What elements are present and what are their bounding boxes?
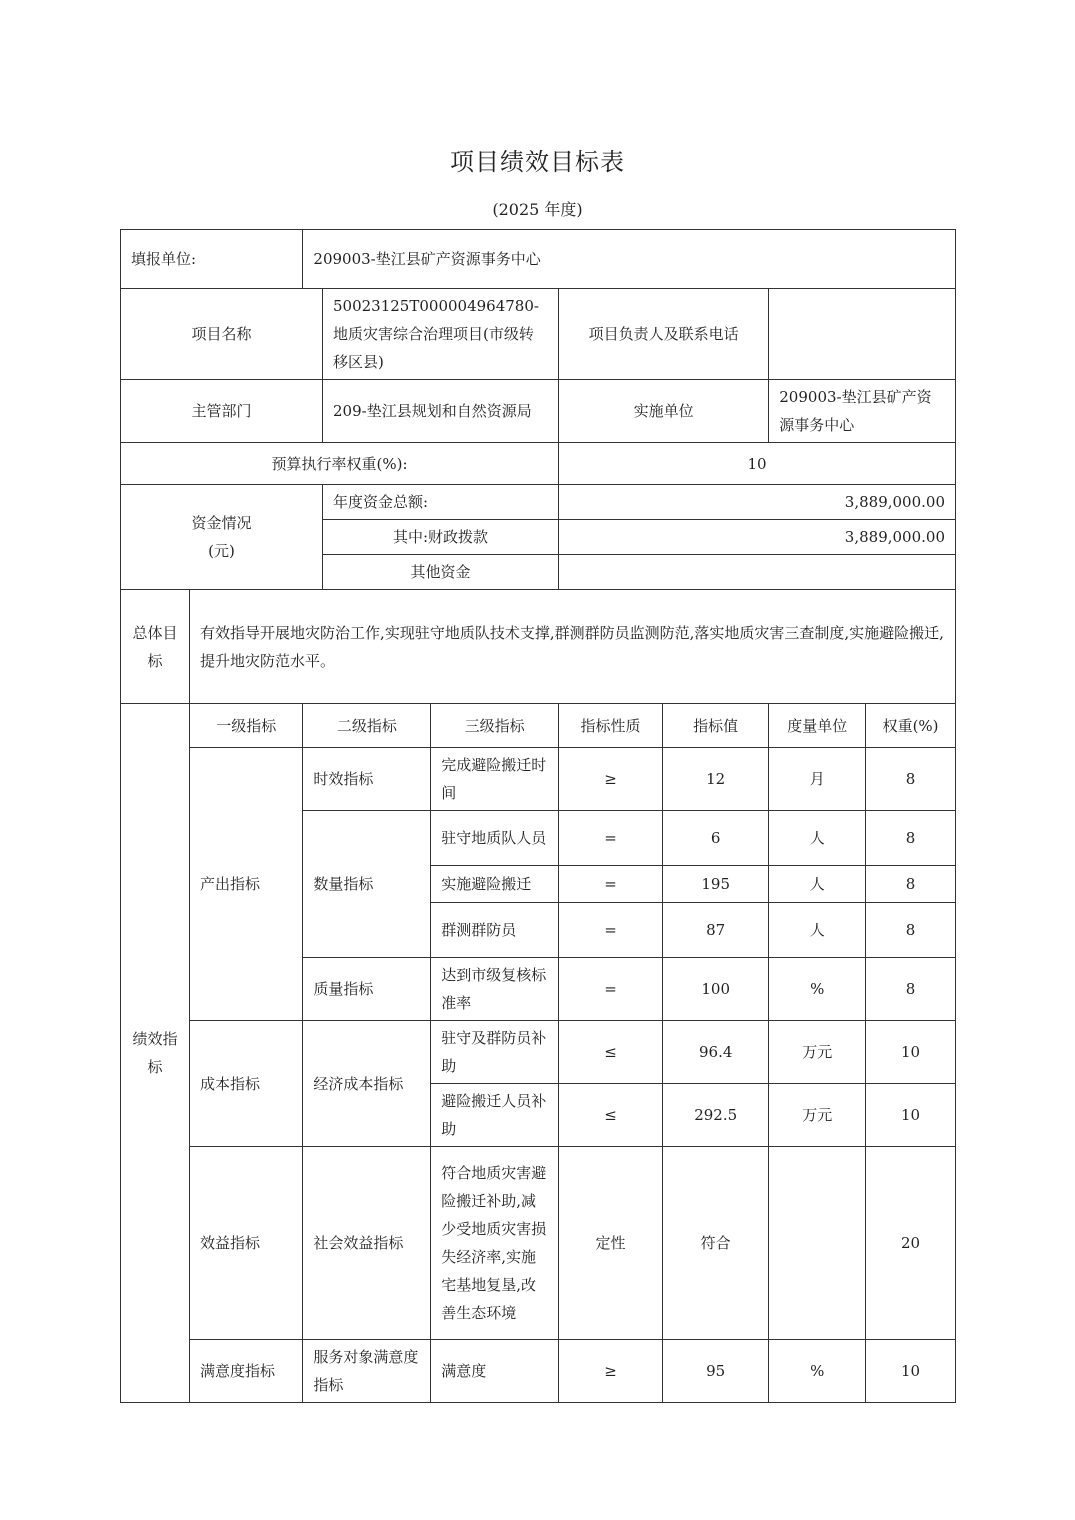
group-cost: 成本指标 [190,1021,303,1147]
header-weight: 权重(%) [866,704,956,748]
page-subtitle: (2025 年度) [492,200,583,219]
performance-table [120,229,956,1403]
impl-label: 实施单位 [559,380,769,443]
indicator-weight: 20 [866,1147,956,1340]
unit-value: 209003-垫江县矿产资源事务中心 [303,230,956,289]
impl-value: 209003-垫江县矿产资源事务中心 [769,380,956,443]
budget-weight-value: 10 [559,443,956,485]
indicator-unit: % [769,958,866,1021]
indicator-unit: 人 [769,903,866,958]
indicator-weight: 10 [866,1021,956,1084]
indicator-value: 195 [663,866,769,903]
header-level3: 三级指标 [431,704,559,748]
header-unit: 度量单位 [769,704,866,748]
indicator-nature: ≤ [559,1084,663,1147]
project-lead-label: 项目负责人及联系电话 [559,289,769,380]
subgroup-quality: 质量指标 [303,958,431,1021]
funds-label-line2: (元) [208,542,235,560]
table-row [121,748,956,811]
indicator-value: 292.5 [663,1084,769,1147]
subgroup-social: 社会效益指标 [303,1147,431,1340]
page-title: 项目绩效目标表 [450,148,625,176]
indicator-unit: 人 [769,866,866,903]
indicator-unit: 人 [769,811,866,866]
project-name-label: 项目名称 [121,289,323,380]
indicator-unit: 月 [769,748,866,811]
indicator-weight: 8 [866,811,956,866]
indicator-value: 100 [663,958,769,1021]
budget-weight-label: 预算执行率权重(%): [121,443,559,485]
funds-fiscal-label: 其中:财政拨款 [323,520,559,555]
indicators-section-label: 绩效指标 [121,704,190,1403]
indicator-nature: ≥ [559,748,663,811]
group-benefit: 效益指标 [190,1147,303,1340]
indicator-nature: ≤ [559,1021,663,1084]
indicator-name: 达到市级复核标准率 [431,958,559,1021]
subgroup-quantity: 数量指标 [303,811,431,958]
header-level2: 二级指标 [303,704,431,748]
goal-label: 总体目标 [121,590,190,704]
indicator-value: 符合 [663,1147,769,1340]
table-row [121,1147,956,1340]
subgroup-service: 服务对象满意度指标 [303,1340,431,1403]
table-row [121,1021,956,1084]
indicator-value: 95 [663,1340,769,1403]
indicator-weight: 8 [866,866,956,903]
group-satisfaction: 满意度指标 [190,1340,303,1403]
table-row [121,1340,956,1403]
indicator-unit: 万元 [769,1084,866,1147]
funds-label-line1: 资金情况 [191,514,252,532]
indicator-unit: % [769,1340,866,1403]
dept-label: 主管部门 [121,380,323,443]
indicator-name: 驻守及群防员补助 [431,1021,559,1084]
dept-value: 209-垫江县规划和自然资源局 [323,380,559,443]
funds-fiscal-value: 3,889,000.00 [559,520,956,555]
subgroup-timeliness: 时效指标 [303,748,431,811]
indicator-weight: 8 [866,748,956,811]
indicator-nature: 定性 [559,1147,663,1340]
indicator-name: 符合地质灾害避险搬迁补助,减少受地质灾害损失经济率,实施宅基地复垦,改善生态环境 [431,1147,559,1340]
indicator-nature: = [559,866,663,903]
indicator-weight: 8 [866,958,956,1021]
indicator-weight: 10 [866,1084,956,1147]
subgroup-econ-cost: 经济成本指标 [303,1021,431,1147]
header-level1: 一级指标 [190,704,303,748]
indicator-nature: = [559,903,663,958]
indicator-name: 避险搬迁人员补助 [431,1084,559,1147]
funds-other-label: 其他资金 [323,555,559,590]
indicator-nature: ≥ [559,1340,663,1403]
project-name-value: 50023125T000004964780-地质灾害综合治理项目(市级转移区县) [323,289,559,380]
funds-label [121,485,323,590]
indicator-name: 驻守地质队人员 [431,811,559,866]
header-nature: 指标性质 [559,704,663,748]
indicator-name: 实施避险搬迁 [431,866,559,903]
funds-total-value: 3,889,000.00 [559,485,956,520]
header-value: 指标值 [663,704,769,748]
project-lead-value [769,289,956,380]
indicator-name: 群测群防员 [431,903,559,958]
funds-total-label: 年度资金总额: [323,485,559,520]
indicator-weight: 8 [866,903,956,958]
indicator-name: 满意度 [431,1340,559,1403]
indicator-value: 87 [663,903,769,958]
goal-text: 有效指导开展地灾防治工作,实现驻守地质队技术支撑,群测群防员监测防范,落实地质灾害三查制度,实施避险搬迁,提升地灾防范水平。 [190,590,956,704]
indicator-unit [769,1147,866,1340]
indicator-nature: = [559,811,663,866]
indicator-value: 96.4 [663,1021,769,1084]
indicator-value: 6 [663,811,769,866]
funds-other-value [559,555,956,590]
indicator-value: 12 [663,748,769,811]
indicator-nature: = [559,958,663,1021]
indicator-name: 完成避险搬迁时间 [431,748,559,811]
unit-label: 填报单位: [121,230,303,289]
group-output: 产出指标 [190,748,303,1021]
indicator-weight: 10 [866,1340,956,1403]
indicator-unit: 万元 [769,1021,866,1084]
